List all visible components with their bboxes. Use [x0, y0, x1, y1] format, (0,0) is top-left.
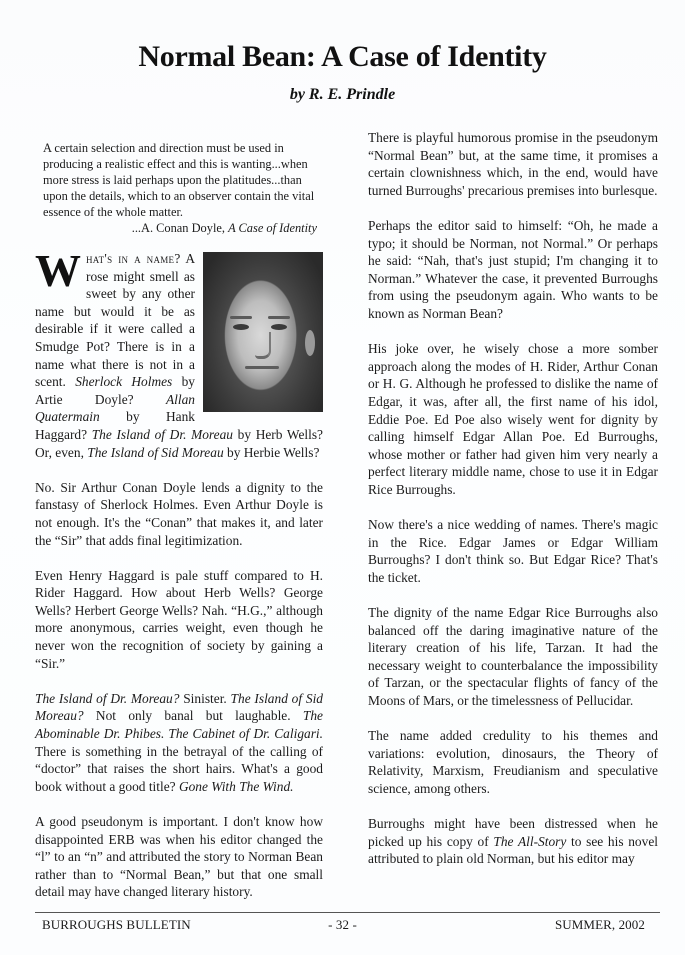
- italic-title-text: The All-Story: [493, 833, 567, 849]
- right-column: [368, 129, 658, 886]
- body-text: A good pseudonym is important. I don't know how disappointed ERB was when his editor changed the “l” to an “n” and attributed the story to Norman Bean rather than to “Normal Bean,” but that one small detail may have changed literary history.: [35, 814, 323, 900]
- body-text: No. Sir Arthur Conan Doyle lends a dignity to the fanstasy of Sherlock Holmes. Even Arthur Doyle is not enough. It's the “Conan” that makes it, and later the “Sir” that adds final legitimization.: [35, 479, 323, 548]
- body-text: to see his novel attributed to plain old Norman, but his editor may: [368, 833, 658, 867]
- body-text: by Herb Wells? Or, even,: [35, 426, 323, 460]
- portrait-mouth-shape: [245, 366, 279, 369]
- portrait-brow-shape: [268, 316, 290, 319]
- opening-paragraph: [35, 245, 323, 461]
- body-text: Sinister.: [179, 690, 231, 706]
- footer-page-number: - 32 -: [328, 917, 357, 932]
- epigraph-attribution: [35, 220, 317, 236]
- epigraph: [43, 140, 317, 220]
- body-text: The name added credulity to his themes and variations: evolution, dinosaurs, the Theory of Relativity, Marxism, Freudianism and speculative science, among others.: [368, 728, 658, 796]
- body-text: by Herbie Wells?: [223, 444, 320, 460]
- left-paragraphs: [35, 479, 323, 901]
- article-paragraph: [368, 727, 658, 797]
- article-paragraph: [368, 340, 658, 498]
- article-paragraph: [368, 217, 658, 323]
- italic-title-text: Sherlock Holmes: [75, 374, 173, 390]
- drop-cap: W: [35, 245, 81, 296]
- body-text: by Hank Haggard?: [35, 409, 195, 442]
- article-paragraph: [368, 604, 658, 710]
- article-paragraph: [35, 813, 323, 901]
- portrait-nose-shape: [255, 332, 271, 359]
- footer-publication: BURROUGHS BULLETIN: [42, 917, 191, 932]
- article-paragraph: [35, 690, 323, 796]
- body-text: Even Henry Haggard is pale stuff compared to H. Rider Haggard. How about Herb Wells? George Wells? Herbert George Wells? Nah. “H.G.,” although more anonymous, carries weight, even though he never won the recognition of society by gaining a “Sir.”: [35, 567, 323, 671]
- body-text: His joke over, he wisely chose a more somber approach along the modes of H. Rider, Arthur Conan or H. G. Although he professed to dislike the name of Edgar, it was, after all, the first name of his idol, Eddie Poe. Ed Poe also wisely went for dignity by calling himself Edgar Allan Poe. Ed Burroughs, whose mother or father had given him very nearly a perfect literary middle name, chose to use it in Edgar Rice Burroughs.: [368, 341, 658, 497]
- footer-issue: SUMMER, 2002: [554, 917, 645, 932]
- right-paragraphs: [368, 129, 658, 868]
- portrait-eye-shape: [233, 324, 249, 330]
- body-text: Not only banal but laughable.: [83, 708, 303, 724]
- article-paragraph: [35, 567, 323, 673]
- italic-title-text: Gone With The Wind.: [178, 778, 294, 794]
- italic-title-text: The Island of Dr. Moreau?: [35, 690, 180, 706]
- body-text: A rose might smell as sweet by any other name but would it be as desirable if it were called a Smudge Pot? There is in a name what there is not in a scent.: [35, 251, 196, 390]
- italic-title-text: The Island of Sid Moreau?: [35, 690, 323, 724]
- body-text: Now there's a nice wedding of names. There's magic in the Rice. Edgar James or Edgar William Burroughs? I don't think so. But Edgar Rice? That's the ticket.: [368, 517, 658, 585]
- body-text: Perhaps the editor said to himself: “Oh, he made a typo; it should be Norman, not Normal.” Or perhaps he said: “Nah, that's just stupid; I'm changing it to Norman.” Whatever the case, it prevented Burroughs from using the pseudonym again. Who wants to be known as Norman Bean?: [368, 217, 658, 321]
- epigraph-attribution-work: A Case of Identity: [228, 221, 317, 235]
- italic-title-text: Allan Quatermain: [35, 391, 195, 425]
- article-title: Normal Bean: A Case of Identity: [138, 40, 547, 74]
- article-paragraph: [368, 815, 658, 868]
- article-paragraph: [368, 516, 658, 586]
- italic-title-text: The Abominable Dr. Phibes. The Cabinet of Dr. Caligari.: [35, 708, 323, 742]
- portrait-ear-shape: [305, 330, 315, 356]
- body-text: The dignity of the name Edgar Rice Burroughs also balanced off the daring imaginative nature of the literary creation of his life, Tarzan. It had the necessary weight to counterbalance the impossibility of Tarzan, or the spectacular flights of fancy of the Moons of Mars, or the timelessness of Pellucidar.: [368, 605, 658, 708]
- italic-title-text: The Island of Sid Moreau: [87, 444, 224, 460]
- body-text: There is something in the betrayal of the calling of “doctor” that raises the short hairs. What's a good book without a good title?: [35, 743, 323, 794]
- article-byline: by R. E. Prindle: [289, 86, 396, 103]
- left-column: [35, 140, 323, 919]
- article-paragraph: [35, 479, 323, 549]
- portrait-brow-shape: [230, 316, 252, 319]
- epigraph-text: A certain selection and direction must be used in producing a realistic effect and this is wanting...when more stress is laid perhaps upon the platitudes...than upon the details, which to an observer contain the vital essence of the whole matter.: [43, 141, 315, 219]
- body-text: There is playful humorous promise in the pseudonym “Normal Bean” but, at the same time, it promises a certain clownishness which, in the end, would have turned Burroughs' precarious premises into burlesque.: [368, 130, 658, 198]
- portrait-eye-shape: [271, 324, 287, 330]
- body-text: Burroughs might have been distressed when he picked up his copy of: [368, 816, 658, 849]
- author-portrait-image: [203, 252, 323, 412]
- footer-divider: [35, 912, 660, 913]
- opening-smallcaps: hat's in a name?: [86, 251, 181, 266]
- epigraph-attribution-author: ...A. Conan Doyle,: [131, 221, 229, 235]
- body-text: by Artie Doyle?: [35, 374, 195, 407]
- article-paragraph: [368, 129, 658, 199]
- italic-title-text: The Island of Dr. Moreau: [91, 426, 233, 442]
